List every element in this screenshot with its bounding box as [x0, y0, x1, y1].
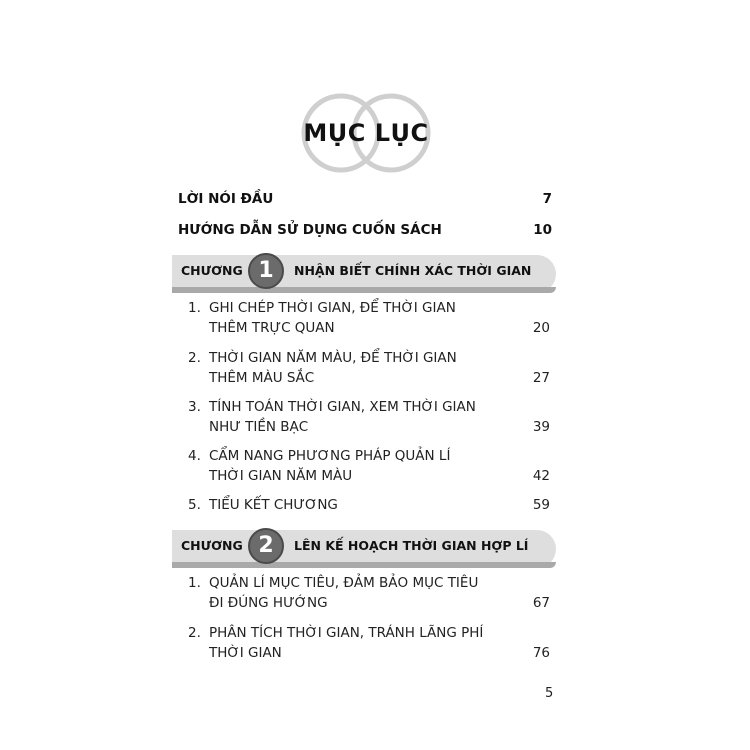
chapter-2-header [172, 530, 556, 568]
toc-entry [188, 446, 550, 486]
page-number: 5 [545, 686, 554, 701]
entry-text-line: THỜI GIAN NĂM MÀU, ĐỂ THỜI GIAN [209, 350, 457, 366]
toc-entry [188, 397, 550, 437]
entry-text-line: THỜI GIAN NĂM MÀU [209, 468, 353, 484]
entry-text-line: ĐI ĐÚNG HƯỚNG [209, 595, 328, 611]
chapter-title: NHẬN BIẾT CHÍNH XÁC THỜI GIAN [294, 263, 532, 278]
entry-text-line: THÊM TRỰC QUAN [209, 320, 335, 336]
entry-text-line: THỜI GIAN [209, 645, 282, 661]
chapter-number-badge: 1 [248, 253, 284, 289]
entry-number: 2. [188, 350, 201, 366]
chapter-word: CHƯƠNG [181, 538, 243, 553]
toc-entry [188, 623, 550, 663]
entry-number: 5. [188, 497, 201, 513]
entry-text-line: THÊM MÀU SẮC [209, 370, 315, 386]
toc-entry [188, 573, 550, 613]
page-title: MỤC LỤC [303, 119, 429, 147]
entry-page: 42 [532, 468, 550, 484]
entry-number: 3. [188, 399, 201, 415]
toc-entry [188, 298, 550, 338]
entry-text-line: CẨM NANG PHƯƠNG PHÁP QUẢN LÍ [209, 448, 451, 464]
entry-label: HƯỚNG DẪN SỬ DỤNG CUỐN SÁCH [178, 222, 442, 238]
entry-page: 39 [532, 419, 550, 435]
entry-label: LỜI NÓI ĐẦU [178, 191, 274, 207]
entry-page: 20 [532, 320, 550, 336]
chapter-title: LÊN KẾ HOẠCH THỜI GIAN HỢP LÍ [294, 538, 529, 553]
entry-text-line: TIỂU KẾT CHƯƠNG [209, 497, 338, 513]
entry-page: 67 [532, 595, 550, 611]
entry-text-line: PHÂN TÍCH THỜI GIAN, TRÁNH LÃNG PHÍ [209, 625, 484, 641]
entry-number: 1. [188, 300, 201, 316]
toc-title-block [300, 92, 432, 174]
chapter-word: CHƯƠNG [181, 263, 243, 278]
toc-entry-guide [178, 218, 552, 242]
entry-text-line: TÍNH TOÁN THỜI GIAN, XEM THỜI GIAN [209, 399, 476, 415]
entry-text-line: NHƯ TIỀN BẠC [209, 419, 309, 435]
entry-page: 59 [532, 497, 550, 513]
entry-text-line: QUẢN LÍ MỤC TIÊU, ĐẢM BẢO MỤC TIÊU [209, 575, 479, 591]
bar-shadow [172, 562, 556, 568]
chapter-1-header [172, 255, 556, 293]
entry-number: 2. [188, 625, 201, 641]
toc-entry-foreword [178, 187, 552, 211]
bar-shadow [172, 287, 556, 293]
entry-page: 76 [532, 645, 550, 661]
toc-entry [188, 348, 550, 388]
entry-number: 1. [188, 575, 201, 591]
entry-number: 4. [188, 448, 201, 464]
entry-page: 10 [533, 222, 552, 238]
entry-page: 27 [532, 370, 550, 386]
chapter-number-badge: 2 [248, 528, 284, 564]
entry-page: 7 [542, 191, 552, 207]
toc-entry [188, 495, 550, 515]
entry-text-line: GHI CHÉP THỜI GIAN, ĐỂ THỜI GIAN [209, 300, 456, 316]
